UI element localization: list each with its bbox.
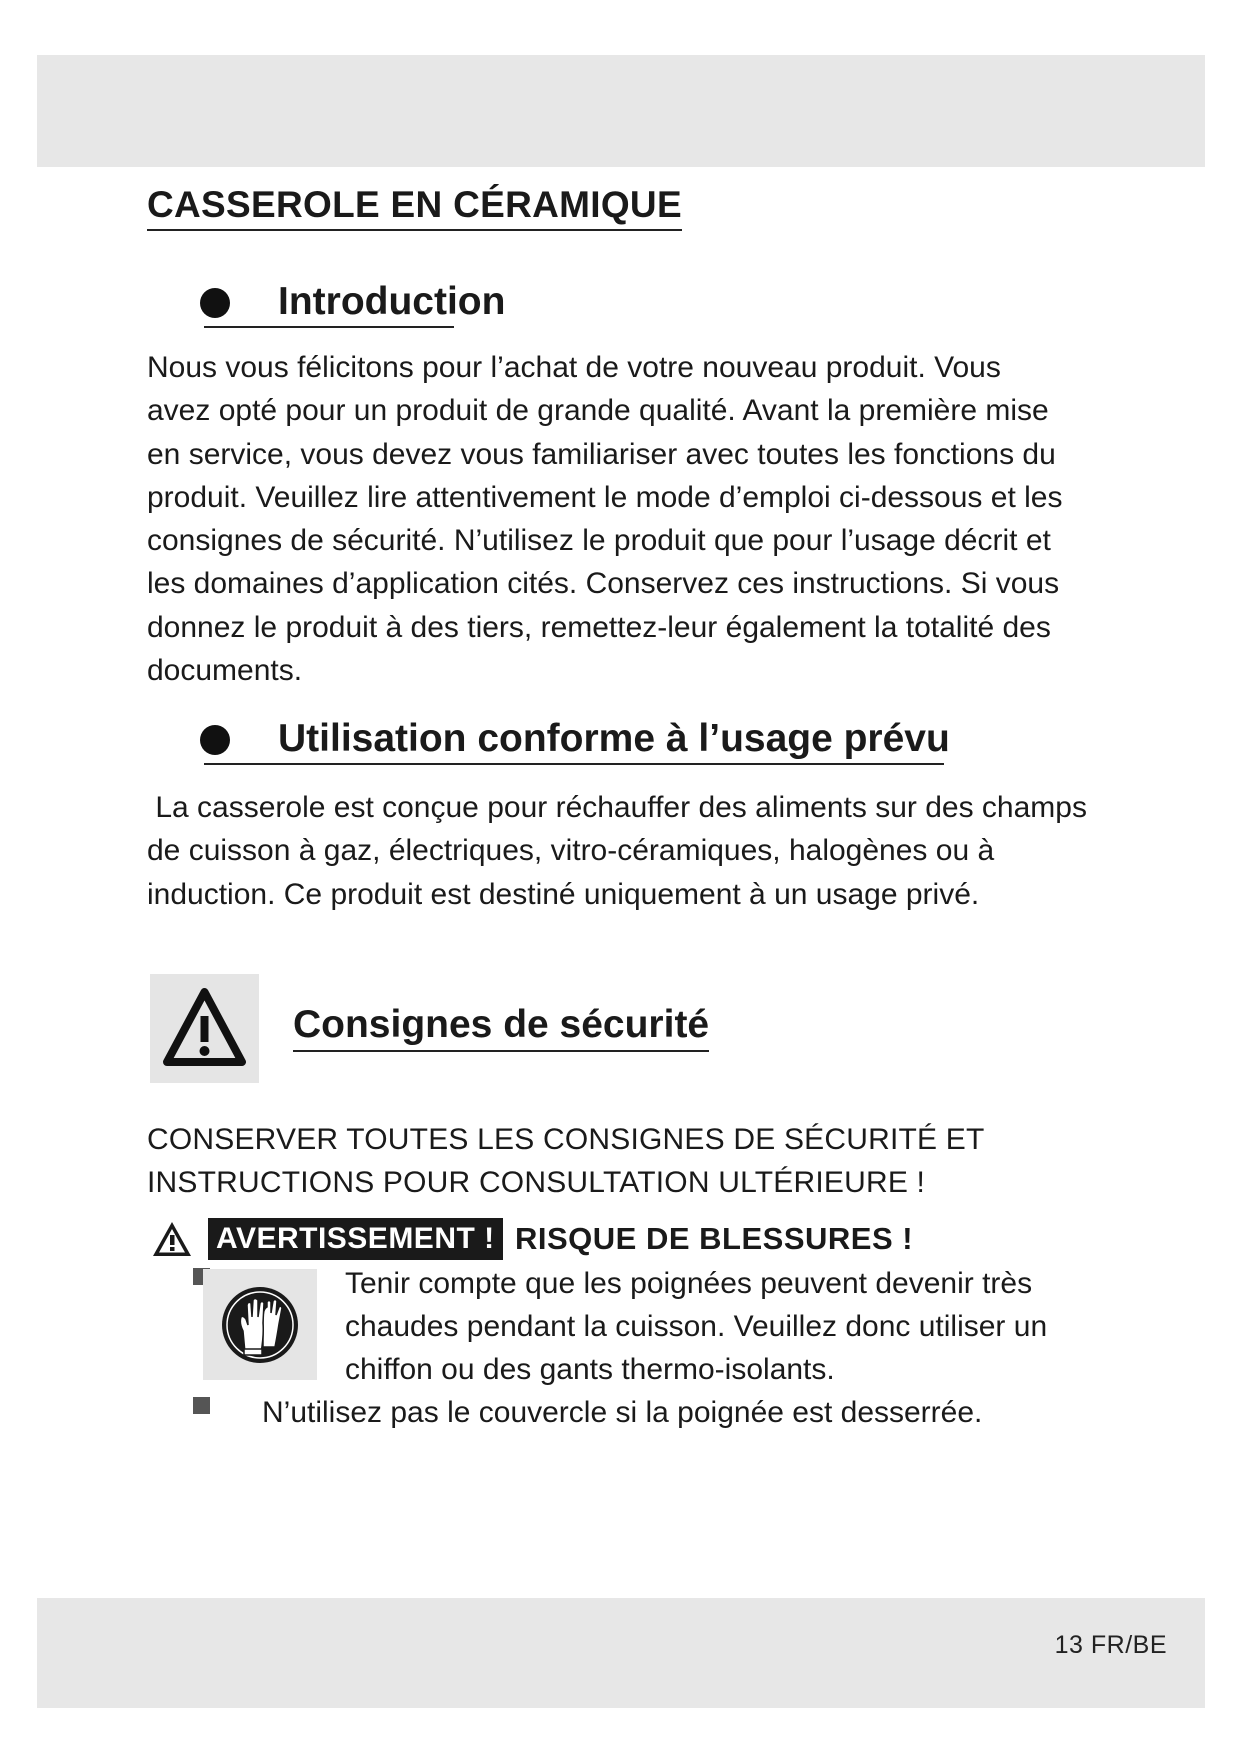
page-number: 13 FR/BE <box>1054 1631 1167 1659</box>
section-heading-text: Introduction <box>278 280 506 323</box>
text-line: les domaines d’application cités. Conservez ces instructions. Si vous <box>147 567 1060 601</box>
text-line: de cuisson à gaz, électriques, vitro-céramiques, halogènes ou à <box>147 834 995 868</box>
text-line: consignes de sécurité. N’utilisez le produit que pour l’usage décrit et <box>147 524 1051 558</box>
bullet-icon <box>200 288 230 318</box>
text-line: chaudes pendant la cuisson. Veuillez donc utiliser un <box>345 1310 1048 1343</box>
section-heading-introduction <box>200 277 620 327</box>
heading-underline <box>204 326 454 328</box>
list-item <box>262 1391 982 1434</box>
bullet-square-icon <box>193 1397 210 1414</box>
text-line: La casserole est conçue pour réchauffer des aliments sur des champs <box>147 791 1087 824</box>
warning-risk: RISQUE DE BLESSURES ! <box>515 1221 914 1256</box>
section-heading-text: Utilisation conforme à l’usage prévu <box>278 717 950 760</box>
introduction-paragraph <box>147 346 1062 692</box>
section-heading-safety: Consignes de sécurité <box>293 1000 709 1052</box>
text-line: donnez le produit à des tiers, remettez-leur également la totalité des <box>147 610 1051 644</box>
bullet-icon <box>200 725 230 755</box>
warning-label: AVERTISSEMENT ! <box>208 1218 503 1260</box>
text-line: chiffon ou des gants thermo-isolants. <box>345 1353 835 1386</box>
heading-underline <box>204 763 944 765</box>
text-line: en service, vous devez vous familiariser avec toutes les fonctions du <box>147 437 1056 471</box>
header-band <box>37 55 1205 167</box>
document-title: CASSEROLE EN CÉRAMIQUE <box>147 183 682 231</box>
text-line: Nous vous félicitons pour l’achat de votre nouveau produit. Vous <box>147 351 1001 384</box>
footer-band <box>37 1598 1205 1708</box>
gloves-icon <box>203 1269 317 1380</box>
text-line: documents. <box>147 654 303 688</box>
list-item <box>345 1262 1047 1391</box>
keep-instructions-notice <box>147 1118 1047 1204</box>
text-line: N’utilisez pas le couvercle si la poignée est desserrée. <box>262 1396 983 1429</box>
section-heading-usage <box>200 714 1020 764</box>
text-line: produit. Veuillez lire attentivement le mode d’emploi ci-dessous et les <box>147 480 1063 514</box>
text-line: INSTRUCTIONS POUR CONSULTATION ULTÉRIEURE ! <box>147 1166 926 1199</box>
warning-triangle-icon <box>150 974 259 1083</box>
text-line: Tenir compte que les poignées peuvent devenir très <box>345 1267 1033 1300</box>
warning-small-icon <box>151 1220 193 1258</box>
text-line: CONSERVER TOUTES LES CONSIGNES DE SÉCURITÉ ET <box>147 1123 985 1156</box>
text-line: avez opté pour un produit de grande qualité. Avant la première mise <box>147 394 1049 428</box>
usage-paragraph <box>147 786 1087 916</box>
text-line: induction. Ce produit est destiné uniquement à un usage privé. <box>147 877 980 911</box>
